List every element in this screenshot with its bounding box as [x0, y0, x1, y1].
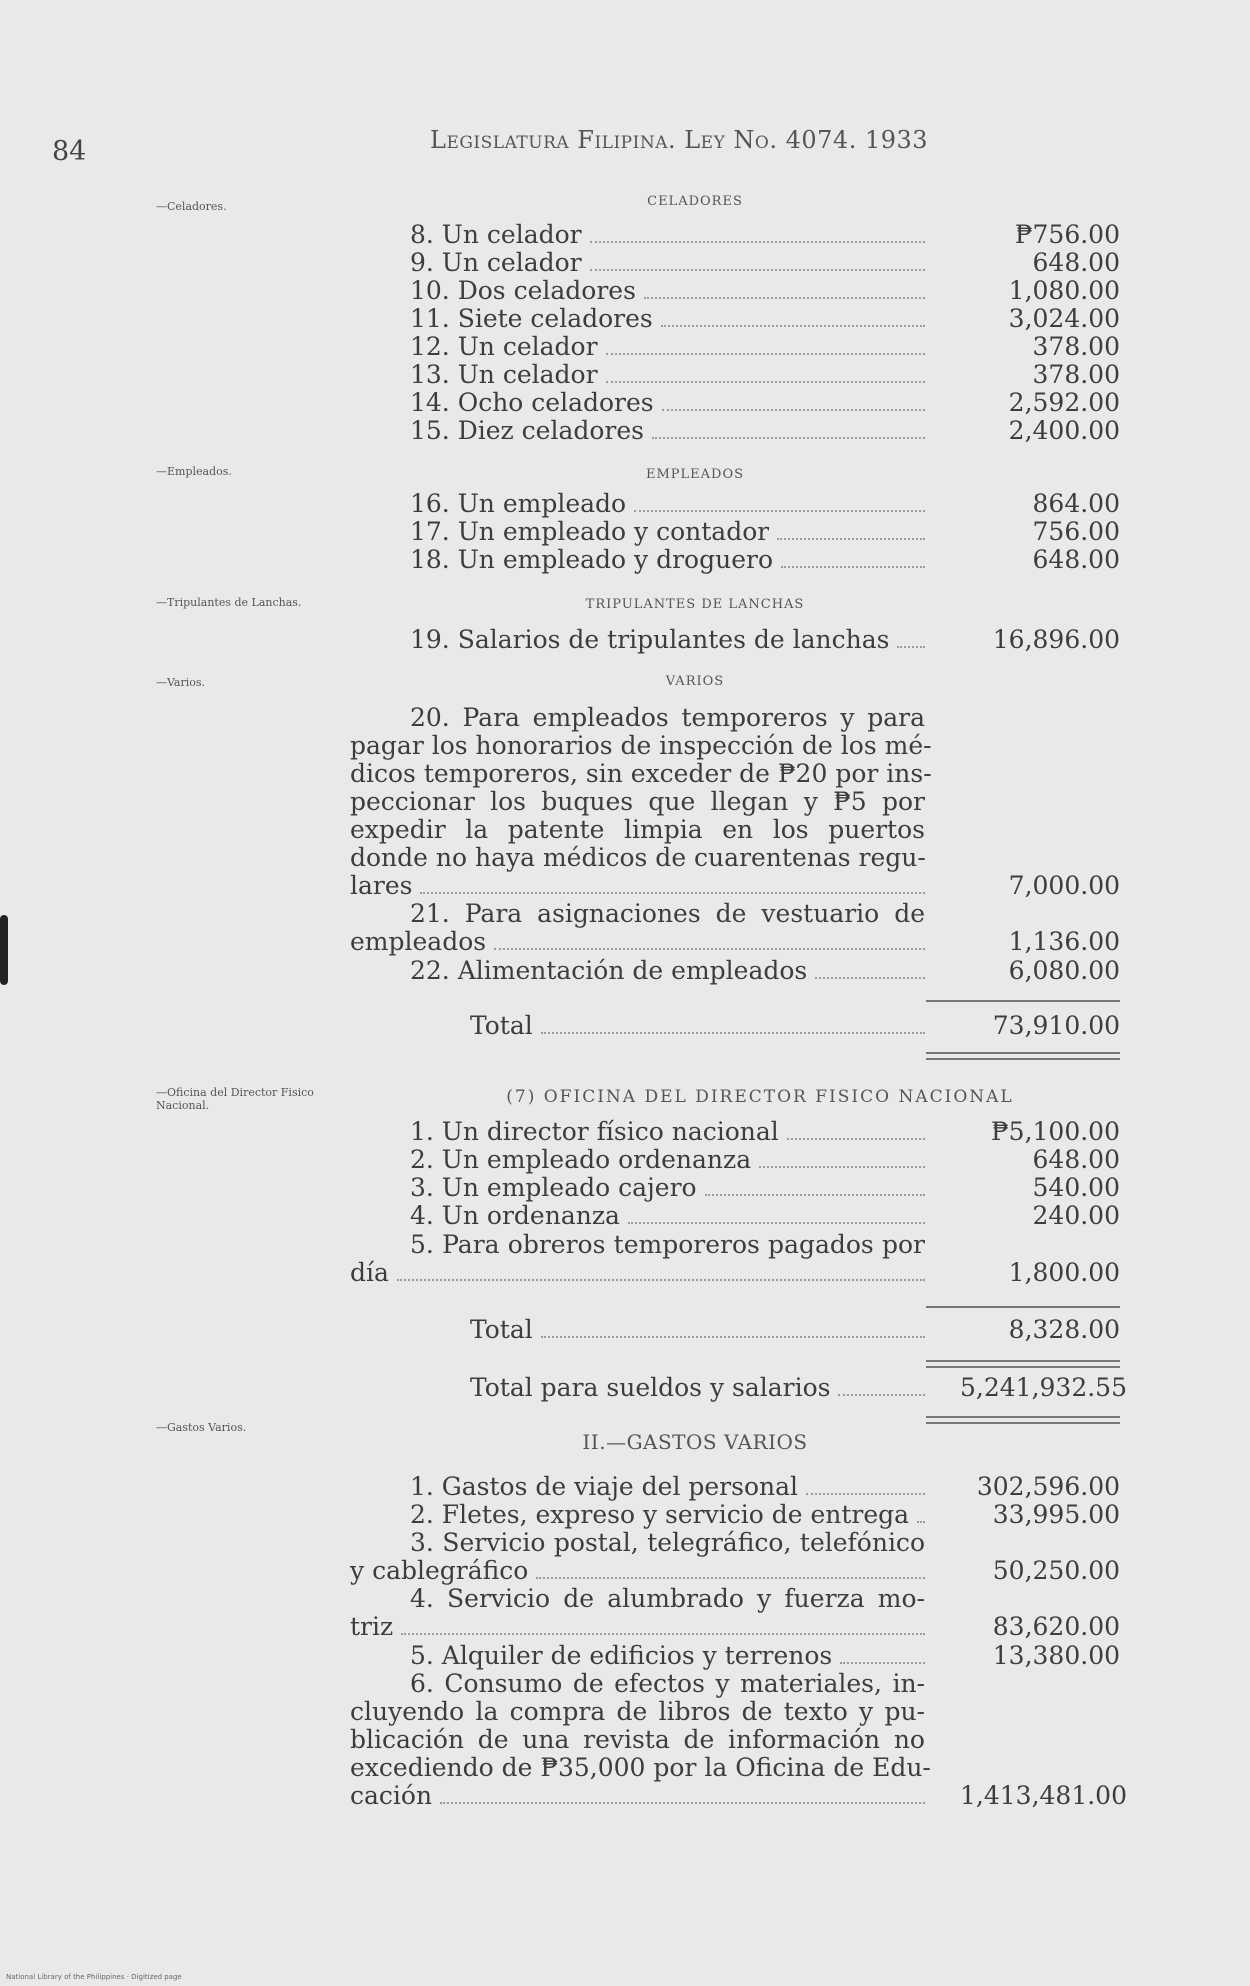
page-number: 84	[52, 136, 87, 167]
leader-dots	[541, 1032, 925, 1034]
item-amount: 378.00	[1032, 360, 1120, 389]
item-amount: 648.00	[1032, 1145, 1120, 1174]
leader-dots	[661, 325, 925, 327]
item-text: 4. Un ordenanza	[410, 1202, 620, 1230]
margin-note-celadores: —Celadores.	[156, 200, 227, 213]
double-rule	[926, 1052, 1120, 1060]
scan-footer: National Library of the Philippines · Digitized page	[6, 1973, 182, 1981]
leader-dots	[705, 1194, 925, 1196]
celadores-row	[350, 277, 1120, 305]
gastos-item-3-last	[350, 1557, 1120, 1585]
total-row	[350, 1316, 1120, 1344]
leader-dots	[662, 409, 925, 411]
celadores-row	[350, 305, 1120, 333]
paragraph-line: 6. Consumo de efectos y materiales, in-	[410, 1669, 925, 1698]
margin-note-oficina: —Oficina del Director Fisico Nacional.	[156, 1086, 314, 1112]
item-text: 5. Alquiler de edificios y terrenos	[410, 1642, 833, 1670]
scan-edge-mark	[0, 915, 8, 985]
item-amount: 6,080.00	[1008, 956, 1120, 985]
leader-dots	[397, 1279, 925, 1281]
item-amount: ₱756.00	[1014, 220, 1120, 249]
item-text: 13. Un celador	[410, 361, 598, 389]
gastos-item-6-last	[350, 1781, 1127, 1810]
leader-dots	[440, 1802, 925, 1804]
gastos-item-4	[350, 1585, 925, 1613]
item-amount: 1,413,481.00	[960, 1781, 1127, 1810]
item-text: 19. Salarios de tripulantes de lanchas	[410, 626, 890, 654]
item-text: 14. Ocho celadores	[410, 389, 654, 417]
item-text: Total para sueldos y salarios	[470, 1374, 831, 1402]
gastos-row	[350, 1501, 1120, 1529]
heading-celadores: CELADORES	[647, 194, 743, 209]
paragraph-line: blicación de una revista de información no	[350, 1725, 925, 1754]
oficina-item-5	[350, 1231, 925, 1259]
paragraph-line: peccionar los buques que llegan y ₱5 por	[350, 787, 925, 816]
margin-note-empleados: —Empleados.	[156, 465, 232, 478]
item-text: 22. Alimentación de empleados	[410, 957, 808, 985]
oficina-item-5-last	[350, 1259, 1120, 1287]
gastos-item-4-last	[350, 1613, 1120, 1641]
item-text: 3. Un empleado cajero	[410, 1174, 697, 1202]
item-amount: 756.00	[1032, 517, 1120, 546]
sum-rule	[926, 1000, 1120, 1002]
oficina-row	[350, 1174, 1120, 1202]
gastos-item-3	[350, 1529, 925, 1557]
paragraph-line: expedir la patente limpia en los puertos	[350, 815, 925, 844]
gastos-item-5	[350, 1642, 1120, 1670]
varios-item-22	[350, 957, 1120, 985]
item-amount: 8,328.00	[1008, 1315, 1120, 1344]
leader-dots	[541, 1336, 925, 1338]
margin-note-tripulantes: —Tripulantes de Lanchas.	[156, 596, 302, 609]
oficina-row	[350, 1146, 1120, 1174]
leader-dots	[781, 566, 925, 568]
total-sueldos-row	[350, 1373, 1127, 1402]
item-text: 1. Gastos de viaje del personal	[410, 1473, 799, 1501]
leader-dots	[606, 353, 925, 355]
double-rule	[926, 1360, 1120, 1368]
heading-gastos-varios: II.—GASTOS VARIOS	[582, 1430, 808, 1454]
paragraph-line: 3. Servicio postal, telegráfico, telefónico	[410, 1528, 925, 1557]
celadores-row	[350, 417, 1120, 445]
item-amount: 648.00	[1032, 545, 1120, 574]
item-amount: 73,910.00	[992, 1011, 1120, 1040]
double-rule	[926, 1416, 1120, 1424]
item-text: triz	[350, 1613, 394, 1641]
oficina-row	[350, 1118, 1120, 1146]
leader-dots	[838, 1394, 925, 1396]
gastos-row	[350, 1473, 1120, 1501]
leader-dots	[787, 1138, 925, 1140]
item-text: 11. Siete celadores	[410, 305, 653, 333]
paragraph-line: donde no haya médicos de cuarentenas regu-	[350, 843, 926, 872]
item-amount: 240.00	[1032, 1201, 1120, 1230]
empleados-row	[350, 546, 1120, 574]
celadores-row	[350, 249, 1120, 277]
paragraph-line: dicos temporeros, sin exceder de ₱20 por ins-	[350, 759, 932, 788]
item-amount: 302,596.00	[976, 1472, 1120, 1501]
gastos-item-6	[350, 1669, 931, 1782]
celadores-row	[350, 361, 1120, 389]
item-text: empleados	[350, 928, 487, 956]
item-amount: 1,136.00	[1008, 927, 1120, 956]
item-amount: 540.00	[1032, 1173, 1120, 1202]
leader-dots	[494, 948, 925, 950]
margin-note-varios: —Varios.	[156, 676, 206, 689]
item-amount: 5,241,932.55	[960, 1373, 1127, 1402]
item-text: 10. Dos celadores	[410, 277, 636, 305]
item-amount: 1,080.00	[1008, 276, 1120, 305]
leader-dots	[420, 892, 925, 894]
leader-dots	[644, 297, 925, 299]
leader-dots	[897, 646, 925, 648]
item-text: 8. Un celador	[410, 221, 582, 249]
item-text: 18. Un empleado y droguero	[410, 546, 774, 574]
item-amount: 864.00	[1032, 489, 1120, 518]
paragraph-line: cluyendo la compra de libros de texto y pu-	[350, 1697, 925, 1726]
item-text: día	[350, 1259, 389, 1287]
leader-dots	[590, 269, 925, 271]
item-text: y cablegráfico	[350, 1557, 529, 1585]
varios-item-20	[350, 703, 932, 872]
item-amount: 378.00	[1032, 332, 1120, 361]
leader-dots	[634, 510, 925, 512]
item-amount: 3,024.00	[1008, 304, 1120, 333]
item-text: 2. Un empleado ordenanza	[410, 1146, 752, 1174]
leader-dots	[815, 977, 925, 979]
leader-dots	[806, 1493, 925, 1495]
leader-dots	[917, 1521, 925, 1523]
leader-dots	[759, 1166, 925, 1168]
item-text: 12. Un celador	[410, 333, 598, 361]
tripulantes-row	[350, 626, 1120, 654]
leader-dots	[777, 538, 925, 540]
item-text: 15. Diez celadores	[410, 417, 644, 445]
item-amount: 33,995.00	[992, 1500, 1120, 1529]
oficina-row	[350, 1202, 1120, 1230]
item-text: 1. Un director físico nacional	[410, 1118, 779, 1146]
celadores-row	[350, 389, 1120, 417]
paragraph-line: 4. Servicio de alumbrado y fuerza mo-	[410, 1584, 925, 1613]
item-text: lares	[350, 872, 413, 900]
paragraph-line: excediendo de ₱35,000 por la Oficina de Edu-	[350, 1753, 931, 1782]
paragraph-line: 5. Para obreros temporeros pagados por	[410, 1230, 925, 1259]
leader-dots	[401, 1633, 925, 1635]
running-head: Legislatura Filipina. Ley No. 4074. 1933	[430, 126, 929, 154]
item-amount: 7,000.00	[1008, 871, 1120, 900]
paragraph-line: 21. Para asignaciones de vestuario de	[410, 899, 925, 928]
item-amount: 648.00	[1032, 248, 1120, 277]
item-amount: 1,800.00	[1008, 1258, 1120, 1287]
sum-rule	[926, 1306, 1120, 1308]
celadores-row	[350, 333, 1120, 361]
item-text: 17. Un empleado y contador	[410, 518, 770, 546]
item-amount: 83,620.00	[992, 1612, 1120, 1641]
heading-tripulantes: TRIPULANTES DE LANCHAS	[585, 597, 805, 612]
empleados-row	[350, 518, 1120, 546]
total-row	[350, 1012, 1120, 1040]
item-amount: 2,592.00	[1008, 388, 1120, 417]
paragraph-line: 20. Para empleados temporeros y para	[410, 703, 925, 732]
leader-dots	[536, 1577, 925, 1579]
margin-note-gastos: —Gastos Varios.	[156, 1421, 247, 1434]
item-text: Total	[470, 1012, 533, 1040]
paragraph-line: pagar los honorarios de inspección de los mé-	[350, 731, 932, 760]
celadores-row	[350, 221, 1120, 249]
leader-dots	[628, 1222, 925, 1224]
item-amount: 2,400.00	[1008, 416, 1120, 445]
heading-oficina: (7) OFICINA DEL DIRECTOR FISICO NACIONAL	[506, 1087, 1014, 1107]
item-amount: 50,250.00	[992, 1556, 1120, 1585]
leader-dots	[590, 241, 925, 243]
leader-dots	[840, 1662, 925, 1664]
heading-varios: VARIOS	[665, 674, 725, 689]
item-amount: 13,380.00	[992, 1641, 1120, 1670]
item-text: 2. Fletes, expreso y servicio de entrega	[410, 1501, 910, 1529]
item-text: cación	[350, 1782, 433, 1810]
heading-empleados: EMPLEADOS	[645, 467, 745, 482]
item-text: Total	[470, 1316, 533, 1344]
item-amount: 16,896.00	[992, 625, 1120, 654]
item-amount: ₱5,100.00	[991, 1117, 1120, 1146]
varios-item-21	[350, 900, 925, 928]
varios-item-21-last	[350, 928, 1120, 956]
varios-item-20-last	[350, 872, 1120, 900]
leader-dots	[652, 437, 925, 439]
item-text: 16. Un empleado	[410, 490, 627, 518]
leader-dots	[606, 381, 925, 383]
empleados-row	[350, 490, 1120, 518]
item-text: 9. Un celador	[410, 249, 582, 277]
